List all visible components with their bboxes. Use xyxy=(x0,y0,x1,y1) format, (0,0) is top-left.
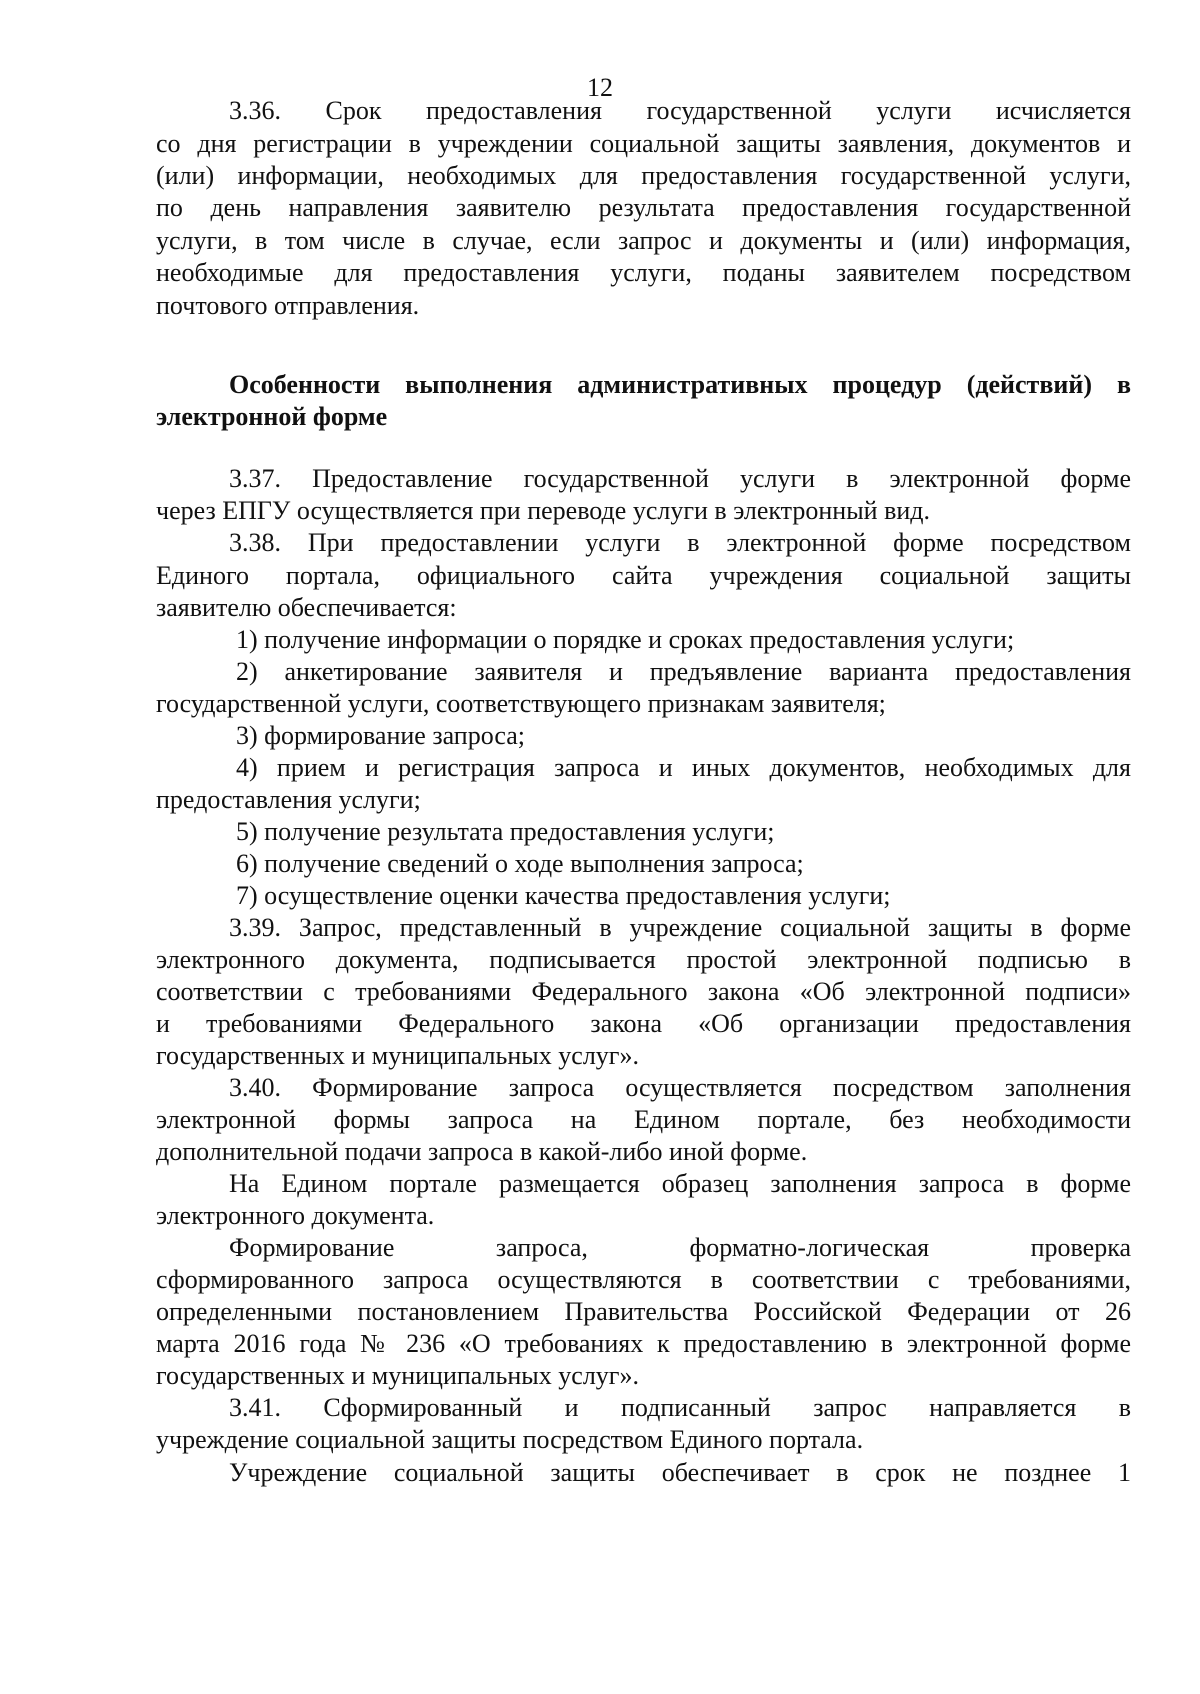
paragraph-line: Учреждение социальной защиты обеспечивает в срок не позднее 1 xyxy=(229,1458,1131,1487)
paragraph-line: государственных и муниципальных услуг». xyxy=(156,1041,639,1070)
paragraph-line: государственной услуги, соответствующего признакам заявителя; xyxy=(156,689,886,718)
paragraph-line: марта 2016 года № 236 «О требованиях к предоставлению в электронной форме xyxy=(156,1329,1131,1358)
paragraph-line: 3.39. Запрос, представленный в учреждение социальной защиты в форме xyxy=(229,913,1131,942)
section-heading: электронной форме xyxy=(156,402,388,431)
list-item: 3) формирование запроса; xyxy=(236,721,525,750)
paragraph-line: государственных и муниципальных услуг». xyxy=(156,1361,639,1390)
paragraph-line: предоставления услуги; xyxy=(156,785,421,814)
paragraph-line: почтового отправления. xyxy=(156,291,420,320)
list-item: 4) прием и регистрация запроса и иных документов, необходимых для xyxy=(236,753,1131,782)
paragraph-line: (или) информации, необходимых для предоставления государственной услуги, xyxy=(156,161,1131,190)
paragraph-line: 3.41. Сформированный и подписанный запрос направляется в xyxy=(229,1393,1131,1422)
section-heading: Особенности выполнения административных процедур (действий) в xyxy=(229,370,1131,399)
paragraph-line: по день направления заявителю результата предоставления государственной xyxy=(156,193,1131,222)
paragraph-line: соответствии с требованиями Федерального закона «Об электронной подписи» xyxy=(156,977,1131,1006)
paragraph-line: 3.38. При предоставлении услуги в электронной форме посредством xyxy=(229,528,1131,557)
paragraph-line: На Едином портале размещается образец заполнения запроса в форме xyxy=(229,1169,1131,1198)
paragraph-line: и требованиями Федерального закона «Об организации предоставления xyxy=(156,1009,1131,1038)
paragraph-line: 3.40. Формирование запроса осуществляется посредством заполнения xyxy=(229,1073,1131,1102)
paragraph-line: заявителю обеспечивается: xyxy=(156,593,457,622)
list-item: 1) получение информации о порядке и сроках предоставления услуги; xyxy=(236,625,1015,654)
paragraph-line: электронного документа. xyxy=(156,1201,435,1230)
paragraph-line: Единого портала, официального сайта учреждения социальной защиты xyxy=(156,561,1131,590)
paragraph-line: сформированного запроса осуществляются в соответствии с требованиями, xyxy=(156,1265,1131,1294)
paragraph-line: со дня регистрации в учреждении социальной защиты заявления, документов и xyxy=(156,129,1131,158)
list-item: 5) получение результата предоставления услуги; xyxy=(236,817,775,846)
paragraph-line: электронной формы запроса на Едином портале, без необходимости xyxy=(156,1105,1131,1134)
paragraph-line: 3.36. Срок предоставления государственной услуги исчисляется xyxy=(229,96,1131,125)
paragraph-line: Формирование запроса, форматно-логическая проверка xyxy=(229,1233,1131,1262)
paragraph-line: 3.37. Предоставление государственной услуги в электронной форме xyxy=(229,464,1131,493)
list-item: 6) получение сведений о ходе выполнения запроса; xyxy=(236,849,804,878)
paragraph-line: определенными постановлением Правительства Российской Федерации от 26 xyxy=(156,1297,1131,1326)
paragraph-line: необходимые для предоставления услуги, поданы заявителем посредством xyxy=(156,258,1131,287)
page-number: 12 xyxy=(587,73,613,102)
paragraph-line: через ЕПГУ осуществляется при переводе услуги в электронный вид. xyxy=(156,496,930,525)
paragraph-line: электронного документа, подписывается простой электронной подписью в xyxy=(156,945,1131,974)
paragraph-line: дополнительной подачи запроса в какой-либо иной форме. xyxy=(156,1137,808,1166)
paragraph-line: учреждение социальной защиты посредством Единого портала. xyxy=(156,1425,864,1454)
paragraph-line: услуги, в том числе в случае, если запрос и документы и (или) информация, xyxy=(156,226,1131,255)
list-item: 7) осуществление оценки качества предоставления услуги; xyxy=(236,881,891,910)
list-item: 2) анкетирование заявителя и предъявление варианта предоставления xyxy=(236,657,1131,686)
